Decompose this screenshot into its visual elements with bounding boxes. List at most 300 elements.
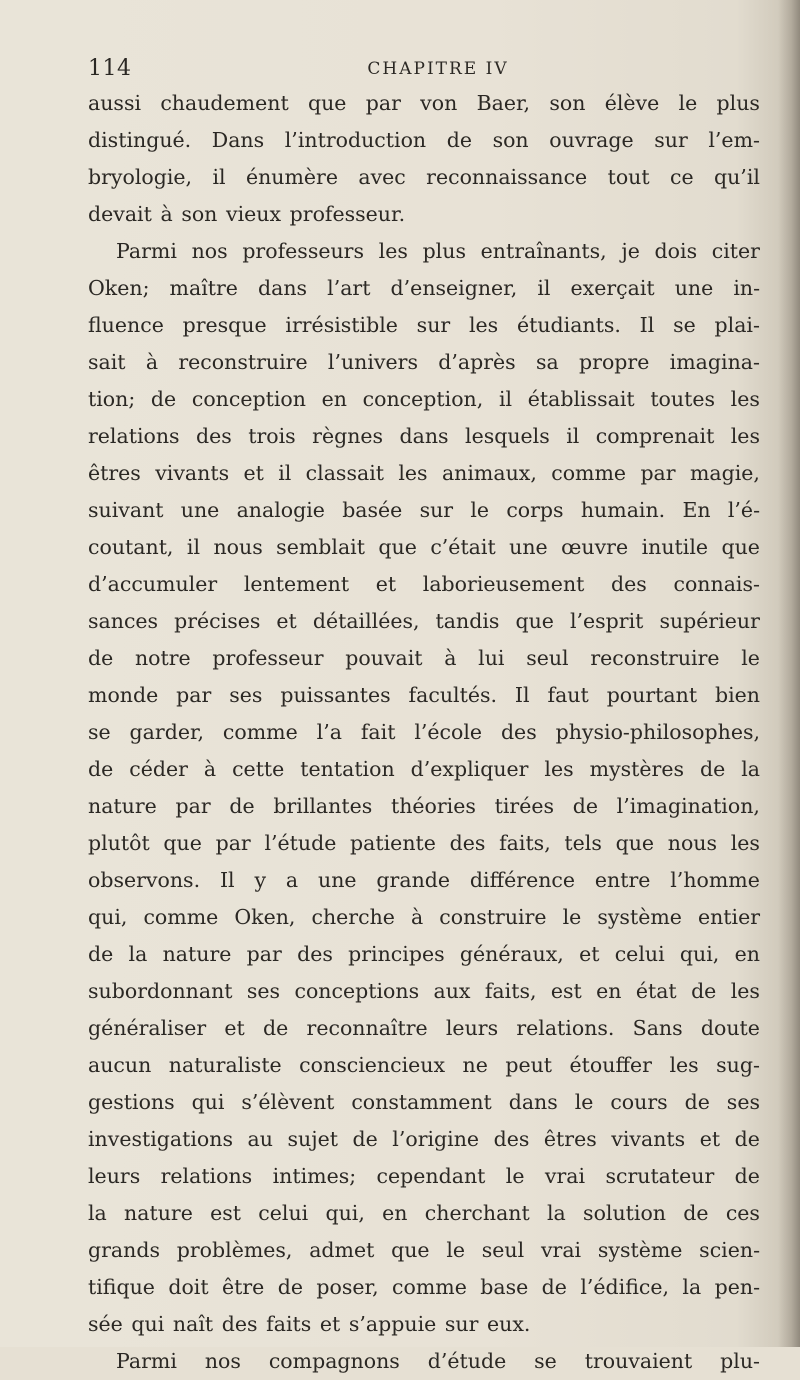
text-line — [88, 1158, 760, 1195]
word: presque — [182, 313, 267, 337]
word: nos — [204, 1349, 241, 1373]
word: d’étude — [427, 1349, 507, 1373]
word: comme — [551, 461, 627, 485]
text-line — [88, 1195, 760, 1232]
word: scrutateur — [605, 1164, 715, 1188]
word: professeur. — [289, 202, 406, 226]
word: faits, — [499, 831, 551, 855]
word: que — [307, 91, 347, 115]
text-line — [88, 714, 760, 751]
word: l’a — [316, 720, 342, 744]
word: vrai — [544, 1164, 586, 1188]
text-line — [88, 196, 760, 233]
word: règnes — [312, 424, 384, 448]
word: étudiants. — [516, 313, 621, 337]
word: brillantes — [273, 794, 373, 818]
word: qui, — [88, 905, 128, 929]
word: faits — [266, 1312, 312, 1336]
word: l’em- — [708, 128, 760, 152]
word: par — [365, 91, 401, 115]
word: seul — [481, 1238, 525, 1262]
word: entre — [594, 868, 651, 892]
word: à — [203, 757, 217, 781]
word: à — [160, 202, 173, 226]
word: l’école — [414, 720, 483, 744]
word: à — [410, 905, 424, 929]
word: Oken, — [234, 905, 296, 929]
word: sur — [444, 1312, 479, 1336]
word: une — [318, 868, 357, 892]
word: sur — [654, 128, 688, 152]
word: une — [674, 276, 714, 300]
word: y — [254, 868, 267, 892]
word: ses — [229, 683, 263, 707]
word: la — [547, 1201, 566, 1225]
word: investigations — [88, 1127, 233, 1151]
word: théories — [390, 794, 476, 818]
word: est — [210, 1201, 242, 1225]
word: de — [88, 757, 114, 781]
word: seul — [526, 646, 569, 670]
word: irrésistible — [285, 313, 398, 337]
word: état — [635, 979, 677, 1003]
word: maître — [169, 276, 238, 300]
word: généraux, — [459, 942, 564, 966]
text-line — [88, 159, 760, 196]
text-line — [88, 1084, 760, 1121]
word: semblait — [276, 535, 365, 559]
word: des — [611, 572, 647, 596]
word: lui — [478, 646, 505, 670]
text-line — [88, 566, 760, 603]
word: professeur — [212, 646, 324, 670]
page-header — [88, 56, 748, 88]
word: le — [741, 646, 760, 670]
word: à — [145, 350, 159, 374]
text-line — [88, 529, 760, 566]
text-line — [88, 1269, 760, 1306]
word: les — [669, 1053, 699, 1077]
word: comprenait — [595, 424, 715, 448]
word: de — [150, 387, 177, 411]
word: citer — [711, 239, 760, 263]
word: lesquels — [465, 424, 550, 448]
word: Parmi — [116, 1349, 177, 1373]
word: entier — [697, 905, 760, 929]
word: magie, — [689, 461, 760, 485]
word: facultés. — [408, 683, 497, 707]
word: les — [468, 313, 499, 337]
text-line — [88, 899, 760, 936]
word: sait — [88, 350, 126, 374]
word: le — [505, 1164, 525, 1188]
word: trouvaient — [584, 1349, 693, 1373]
word: construire — [439, 905, 547, 929]
word: d’accumuler — [88, 572, 218, 596]
word: celui — [614, 942, 665, 966]
word: système — [597, 905, 682, 929]
word: il — [498, 387, 513, 411]
word: et — [375, 572, 397, 596]
text-line — [88, 862, 760, 899]
word: en — [382, 1201, 408, 1225]
word: en — [734, 942, 760, 966]
word: qui, — [325, 1201, 365, 1225]
word: de — [229, 794, 255, 818]
word: sa — [536, 350, 559, 374]
word: doute — [700, 1016, 760, 1040]
text-line — [88, 973, 760, 1010]
word: cette — [232, 757, 285, 781]
word: chaudement — [160, 91, 289, 115]
word: Oken; — [88, 276, 150, 300]
word: patiente — [350, 831, 436, 855]
text-line — [88, 788, 760, 825]
text-line — [88, 122, 760, 159]
word: tels — [564, 831, 602, 855]
word: conception — [191, 387, 306, 411]
text-line — [88, 603, 760, 640]
text-line — [88, 677, 760, 714]
word: de — [541, 1275, 567, 1299]
word: cherchant — [424, 1201, 530, 1225]
word: En — [682, 498, 711, 522]
word: notre — [134, 646, 191, 670]
word: sée — [88, 1312, 123, 1336]
page-number: 114 — [88, 56, 132, 81]
word: de — [699, 757, 726, 781]
word: les — [730, 424, 760, 448]
word: et — [319, 1312, 341, 1336]
word: humain. — [580, 498, 666, 522]
word: Il — [639, 313, 655, 337]
word: dois — [654, 239, 698, 263]
word: Il — [219, 868, 235, 892]
word: lentement — [243, 572, 350, 596]
word: reconnaître — [306, 1016, 428, 1040]
word: et — [276, 609, 297, 633]
word: il — [212, 165, 226, 189]
word: relations. — [516, 1016, 615, 1040]
word: d’après — [438, 350, 516, 374]
word: Dans — [211, 128, 265, 152]
word: et — [243, 461, 264, 485]
word: grands — [88, 1238, 160, 1262]
word: Il — [514, 683, 530, 707]
word: les — [544, 757, 574, 781]
word: faits, — [484, 979, 537, 1003]
word: les — [730, 387, 760, 411]
word: cependant — [376, 1164, 486, 1188]
word: celui — [258, 1201, 309, 1225]
word: Parmi — [116, 239, 177, 263]
text-line — [88, 455, 760, 492]
word: nous — [213, 535, 263, 559]
word: ouvrage — [549, 128, 634, 152]
word: pouvait — [345, 646, 423, 670]
word: professeurs — [242, 239, 364, 263]
word: coutant, — [88, 535, 174, 559]
word: le — [470, 498, 490, 522]
word: son — [181, 202, 218, 226]
word: sug- — [716, 1053, 760, 1077]
word: problèmes, — [176, 1238, 293, 1262]
text-line — [88, 825, 760, 862]
word: von — [420, 91, 458, 115]
word: de — [446, 128, 472, 152]
word: des — [221, 1312, 258, 1336]
running-head: CHAPITRE IV — [367, 59, 509, 79]
word: par — [246, 942, 282, 966]
word: élève — [604, 91, 660, 115]
word: dans — [508, 1090, 558, 1114]
word: monde — [88, 683, 159, 707]
word: de — [88, 942, 114, 966]
word: plutôt — [88, 831, 150, 855]
word: se — [88, 720, 111, 744]
word: avec — [358, 165, 406, 189]
word: œuvre — [561, 535, 629, 559]
word: le — [446, 1238, 466, 1262]
word: énumère — [245, 165, 338, 189]
word: et — [224, 1016, 245, 1040]
word: sur — [416, 313, 451, 337]
word: conception, — [362, 387, 484, 411]
word: reconstruire — [178, 350, 308, 374]
word: cours — [610, 1090, 668, 1114]
word: dans — [399, 424, 449, 448]
word: le — [678, 91, 698, 115]
word: l’imagination, — [616, 794, 760, 818]
word: basée — [342, 498, 403, 522]
word: dans — [258, 276, 308, 300]
word: Baer, — [476, 91, 531, 115]
word: plai- — [714, 313, 760, 337]
word: comme — [143, 905, 219, 929]
word: animaux, — [441, 461, 537, 485]
text-line — [88, 307, 760, 344]
word: connais- — [673, 572, 760, 596]
text-line — [88, 1010, 760, 1047]
word: qui — [131, 1312, 165, 1336]
word: vieux — [226, 202, 282, 226]
text-line — [88, 1047, 760, 1084]
word: de — [263, 1016, 289, 1040]
word: il — [566, 424, 580, 448]
word: devait — [88, 202, 152, 226]
word: reconstruire — [590, 646, 720, 670]
word: distingué. — [88, 128, 192, 152]
word: subordonnant — [88, 979, 233, 1003]
text-line — [88, 85, 760, 122]
word: relations — [88, 424, 180, 448]
word: naturaliste — [168, 1053, 282, 1077]
word: la — [682, 1275, 702, 1299]
word: d’enseigner, — [390, 276, 518, 300]
word: gestions — [88, 1090, 175, 1114]
word: le — [562, 905, 582, 929]
word: plu- — [720, 1349, 760, 1373]
word: il — [186, 535, 201, 559]
word: se — [534, 1349, 557, 1373]
word: supérieur — [659, 609, 760, 633]
word: tandis — [435, 609, 500, 633]
word: classait — [305, 461, 384, 485]
word: vivants — [611, 1127, 686, 1151]
word: son — [492, 128, 529, 152]
word: et — [579, 942, 600, 966]
word: bryologie, — [88, 165, 193, 189]
word: leurs — [445, 1016, 499, 1040]
word: sances — [88, 609, 159, 633]
text-line — [88, 936, 760, 973]
word: de — [684, 1090, 710, 1114]
word: pourtant — [606, 683, 698, 707]
word: céder — [129, 757, 188, 781]
word: précises — [174, 609, 261, 633]
word: l’homme — [670, 868, 760, 892]
word: puissantes — [280, 683, 391, 707]
word: conceptions — [294, 979, 420, 1003]
word: l’introduction — [284, 128, 427, 152]
word: l’art — [327, 276, 371, 300]
word: trois — [248, 424, 296, 448]
word: bien — [714, 683, 760, 707]
word: tion; — [88, 387, 136, 411]
word: a — [285, 868, 299, 892]
word: il — [278, 461, 292, 485]
word: garder, — [129, 720, 205, 744]
word: qui, — [679, 942, 720, 966]
text-line — [88, 1343, 760, 1380]
word: que — [615, 831, 655, 855]
word: vrai — [540, 1238, 582, 1262]
word: son — [549, 91, 586, 115]
word: à — [444, 646, 457, 670]
word: inutile — [641, 535, 709, 559]
word: par — [175, 794, 211, 818]
text-line — [88, 640, 760, 677]
word: tirées — [494, 794, 554, 818]
word: au — [247, 1127, 273, 1151]
word: c’était — [430, 535, 496, 559]
word: s’appuie — [348, 1312, 437, 1336]
word: grande — [376, 868, 451, 892]
word: vivants — [155, 461, 230, 485]
word: je — [621, 239, 640, 263]
word: suivant — [88, 498, 164, 522]
word: nature — [162, 942, 232, 966]
word: laborieusement — [422, 572, 585, 596]
word: nature — [124, 1201, 193, 1225]
word: qu’il — [713, 165, 760, 189]
word: constamment — [351, 1090, 492, 1114]
word: que — [163, 831, 202, 855]
word: de — [683, 1201, 709, 1225]
word: ne — [462, 1053, 488, 1077]
text-line — [88, 492, 760, 529]
word: la — [741, 757, 760, 781]
word: principes — [348, 942, 445, 966]
word: la — [128, 942, 148, 966]
word: les — [730, 831, 760, 855]
word: des — [297, 942, 333, 966]
word: une — [509, 535, 548, 559]
word: établissait — [527, 387, 635, 411]
word: ce — [669, 165, 694, 189]
text-line — [88, 418, 760, 455]
word: l’étude — [264, 831, 337, 855]
word: ses — [246, 979, 281, 1003]
word: que — [391, 1238, 430, 1262]
word: physio-philosophes, — [555, 720, 760, 744]
word: d’expliquer — [410, 757, 529, 781]
word: leurs — [88, 1164, 141, 1188]
word: par — [640, 461, 676, 485]
word: eux. — [487, 1312, 531, 1336]
text-line — [88, 1232, 760, 1269]
word: nature — [88, 794, 157, 818]
word: système — [597, 1238, 683, 1262]
text-line — [88, 344, 760, 381]
word: l’origine — [392, 1127, 480, 1151]
word: propre — [579, 350, 650, 374]
word: poser, — [316, 1275, 379, 1299]
word: de — [734, 1127, 760, 1151]
word: aux — [433, 979, 471, 1003]
word: base — [480, 1275, 529, 1299]
word: de — [277, 1275, 303, 1299]
word: se — [673, 313, 696, 337]
word: comme — [222, 720, 298, 744]
word: corps — [506, 498, 564, 522]
word: en — [596, 979, 622, 1003]
word: nous — [667, 831, 718, 855]
word: par — [176, 683, 212, 707]
word: tentation — [300, 757, 395, 781]
word: s’élèvent — [241, 1090, 335, 1114]
word: peut — [505, 1053, 553, 1077]
word: êtres — [543, 1127, 597, 1151]
word: imagina- — [669, 350, 760, 374]
word: cherche — [311, 905, 395, 929]
word: il — [537, 276, 551, 300]
word: ces — [725, 1201, 760, 1225]
word: différence — [469, 868, 576, 892]
word: est — [550, 979, 582, 1003]
text-line — [88, 1306, 760, 1343]
word: comme — [392, 1275, 467, 1299]
word: que — [378, 535, 417, 559]
word: consciencieux — [299, 1053, 446, 1077]
word: mystères — [589, 757, 684, 781]
word: étouffer — [569, 1053, 652, 1077]
word: des — [500, 720, 537, 744]
word: généraliser — [88, 1016, 207, 1040]
word: solution — [583, 1201, 667, 1225]
text-line — [88, 270, 760, 307]
word: ses — [726, 1090, 760, 1114]
word: plus — [716, 91, 760, 115]
word: des — [449, 831, 486, 855]
word: toutes — [650, 387, 715, 411]
word: fluence — [88, 313, 164, 337]
word: doit — [168, 1275, 209, 1299]
word: êtres — [88, 461, 141, 485]
word: que — [721, 535, 760, 559]
word: scien- — [699, 1238, 760, 1262]
word: analogie — [236, 498, 325, 522]
